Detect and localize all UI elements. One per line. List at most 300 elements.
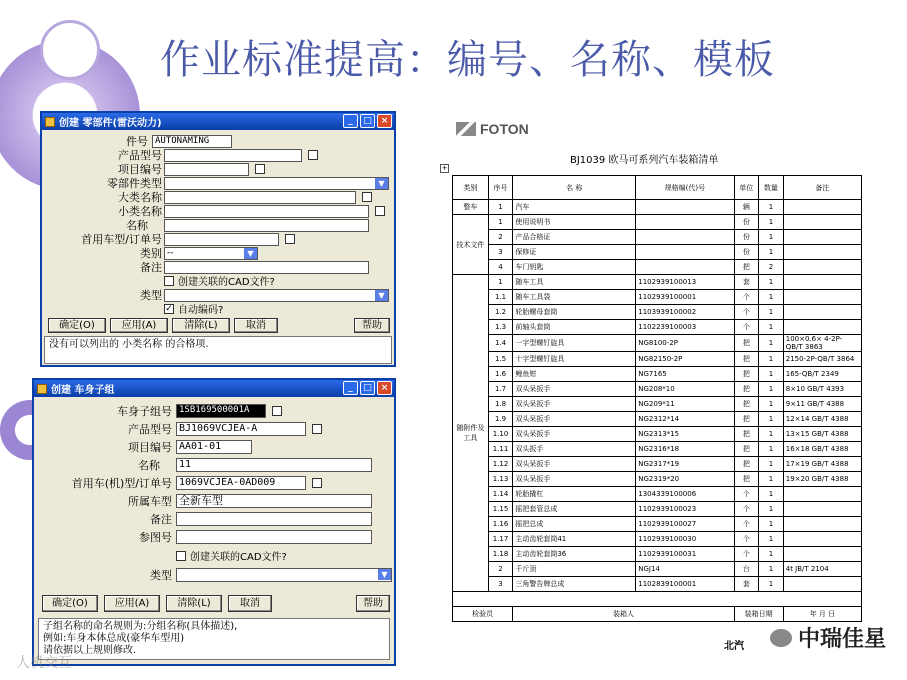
table-row xyxy=(453,487,862,502)
table-cell xyxy=(636,215,734,230)
table-row xyxy=(453,215,862,230)
table-cell: 把 xyxy=(734,457,759,472)
minimize-icon[interactable]: _ xyxy=(343,381,358,395)
footer-brand: 北汽 xyxy=(724,641,744,652)
window-create-body-subgroup xyxy=(32,378,396,666)
table-cell: 1102839100001 xyxy=(636,577,734,592)
table-cell: 3 xyxy=(488,245,513,260)
product-model-checkbox[interactable] xyxy=(312,424,322,434)
vehicle-model-input[interactable]: 全新车型 xyxy=(176,494,372,508)
subgroup-number-input[interactable]: 1SB169500001A xyxy=(176,404,266,418)
table-cell: 1.18 xyxy=(488,547,513,562)
table-cell: 摇把套管总成 xyxy=(513,502,636,517)
name-input[interactable] xyxy=(164,219,369,232)
table-cell: 一字型螺钉旋具 xyxy=(513,335,636,352)
table-cell: 个 xyxy=(734,487,759,502)
table-cell: 1304339100006 xyxy=(636,487,734,502)
table-cell: 把 xyxy=(734,352,759,367)
table-cell xyxy=(636,260,734,275)
table-cell xyxy=(783,487,861,502)
table-cell: 把 xyxy=(734,397,759,412)
table-cell: 8×10 GB/T 4393 xyxy=(783,382,861,397)
table-row xyxy=(453,335,862,352)
table-cell: 1.14 xyxy=(488,487,513,502)
table-cell: 个 xyxy=(734,320,759,335)
table-cell: NG8100-2P xyxy=(636,335,734,352)
subcategory-name-input[interactable] xyxy=(164,205,369,218)
table-cell: 车门钥匙 xyxy=(513,260,636,275)
project-number-input[interactable] xyxy=(164,163,249,176)
table-cell: 1 xyxy=(488,275,513,290)
table-cell: 2 xyxy=(488,230,513,245)
table-cell: 1 xyxy=(759,442,784,457)
product-model-checkbox[interactable] xyxy=(308,150,318,160)
window-title: 创建 车身子组 xyxy=(51,385,115,396)
table-row xyxy=(453,412,862,427)
field-label: 首用车型/订单号 xyxy=(81,233,162,246)
table-cell: 1 xyxy=(759,367,784,382)
table-cell xyxy=(783,230,861,245)
footer-cell: 年 月 日 xyxy=(783,607,861,622)
foton-logo-text: FOTON xyxy=(480,121,529,137)
table-cell: 1 xyxy=(759,200,784,215)
table-cell: 1102939100030 xyxy=(636,532,734,547)
status-message: 没有可以列出的 小类名称 的合格项. xyxy=(44,336,392,364)
table-cell: 双头呆扳手 xyxy=(513,457,636,472)
field-label: 参图号 xyxy=(139,531,172,544)
table-row xyxy=(453,382,862,397)
table-row xyxy=(453,592,862,607)
table-row xyxy=(453,290,862,305)
table-row xyxy=(453,305,862,320)
cancel-button[interactable]: 取消 xyxy=(234,318,278,333)
table-cell: 1 xyxy=(759,562,784,577)
table-cell: 1 xyxy=(759,382,784,397)
category-name-input[interactable] xyxy=(164,191,356,204)
table-cell: 1.17 xyxy=(488,532,513,547)
table-cell: 个 xyxy=(734,532,759,547)
table-cell: 主动齿轮套筒41 xyxy=(513,532,636,547)
category-cell: 随附件及工具 xyxy=(453,275,489,592)
table-cell xyxy=(636,245,734,260)
table-cell: 1 xyxy=(759,532,784,547)
table-cell: 个 xyxy=(734,547,759,562)
table-cell: 双头扳手 xyxy=(513,442,636,457)
decorative-circle-small xyxy=(40,20,100,80)
table-cell: 12×14 GB/T 4388 xyxy=(783,412,861,427)
field-label: 大类名称 xyxy=(118,191,162,204)
first-model-input[interactable]: 1069VCJEA-0AD009 xyxy=(176,476,306,490)
table-cell: 双头呆扳手 xyxy=(513,397,636,412)
table-cell: 1 xyxy=(759,547,784,562)
table-cell: 产品合格证 xyxy=(513,230,636,245)
table-cell: 1 xyxy=(759,230,784,245)
ok-button[interactable]: 确定(O) xyxy=(48,318,106,333)
table-cell: 9×11 GB/T 4388 xyxy=(783,397,861,412)
document-title: BJ1039 欧马可系列汽车装箱清单 xyxy=(570,155,719,166)
table-cell: 4 xyxy=(488,260,513,275)
table-cell: 13×15 GB/T 4388 xyxy=(783,427,861,442)
window-titlebar xyxy=(42,113,394,130)
table-row xyxy=(453,457,862,472)
window-titlebar xyxy=(34,380,394,397)
foton-logo-icon xyxy=(456,122,476,136)
table-row xyxy=(453,367,862,382)
app-icon xyxy=(45,117,55,127)
table-cell: 1.3 xyxy=(488,320,513,335)
close-icon[interactable]: × xyxy=(377,381,392,395)
table-cell xyxy=(636,230,734,245)
chevron-down-icon: ▼ xyxy=(378,569,391,580)
category-select-value: -- xyxy=(167,247,174,258)
field-label: 备注 xyxy=(140,261,162,274)
table-cell: 1 xyxy=(759,487,784,502)
category-select[interactable] xyxy=(164,247,258,260)
table-cell: 1 xyxy=(759,352,784,367)
table-cell: NG208*10 xyxy=(636,382,734,397)
table-header-cell: 数量 xyxy=(759,176,784,200)
table-cell: 把 xyxy=(734,442,759,457)
field-label: 小类名称 xyxy=(118,205,162,218)
table-cell: 100×0.6× 4-2P-QB/T 3863 xyxy=(783,335,861,352)
table-cell: NGJ14 xyxy=(636,562,734,577)
field-label: 产品型号 xyxy=(118,149,162,162)
chevron-down-icon: ▼ xyxy=(244,248,257,259)
name-input[interactable]: 11 xyxy=(176,458,372,472)
table-cell: 双头呆扳手 xyxy=(513,382,636,397)
field-label: 件号 xyxy=(126,135,148,148)
table-cell: 1 xyxy=(759,517,784,532)
message-line: 子组名称的命名规则为:分组名称(具体描述), xyxy=(43,621,238,632)
table-cell: 1.9 xyxy=(488,412,513,427)
table-cell: 1.16 xyxy=(488,517,513,532)
table-cell: NG2319*20 xyxy=(636,472,734,487)
table-cell: 1.2 xyxy=(488,305,513,320)
table-cell xyxy=(783,260,861,275)
table-cell: 1 xyxy=(759,502,784,517)
table-cell: 1 xyxy=(759,427,784,442)
cancel-button[interactable]: 取消 xyxy=(228,595,272,612)
part-number-input[interactable]: AUTONAMING xyxy=(152,135,232,148)
type-select[interactable] xyxy=(176,568,392,582)
type-select[interactable] xyxy=(164,289,389,302)
table-cell: 保修证 xyxy=(513,245,636,260)
table-row xyxy=(453,260,862,275)
table-header-cell: 规格编(代)号 xyxy=(636,176,734,200)
table-cell: 轮胎螺母套筒 xyxy=(513,305,636,320)
table-cell: 套 xyxy=(734,577,759,592)
table-cell: NG2313*15 xyxy=(636,427,734,442)
table-cell: 1.8 xyxy=(488,397,513,412)
table-cell: 把 xyxy=(734,472,759,487)
apply-button[interactable]: 应用(A) xyxy=(110,318,168,333)
table-cell: 1 xyxy=(759,245,784,260)
table-row xyxy=(453,200,862,215)
minimize-icon[interactable]: _ xyxy=(343,114,358,128)
table-footer-row xyxy=(453,607,862,622)
field-label: 产品型号 xyxy=(128,423,172,436)
field-label: 备注 xyxy=(150,513,172,526)
footer-cell: 装箱日期 xyxy=(734,607,783,622)
table-cell: 1.15 xyxy=(488,502,513,517)
first-model-checkbox[interactable] xyxy=(312,478,322,488)
table-cell xyxy=(783,320,861,335)
table-row xyxy=(453,352,862,367)
window-title: 创建 零部件(雷沃动力) xyxy=(59,118,162,129)
table-cell xyxy=(783,200,861,215)
field-label: 项目编号 xyxy=(128,441,172,454)
remarks-input[interactable] xyxy=(176,512,372,526)
field-label: 首用车(机)型/订单号 xyxy=(71,477,172,490)
table-cell: 1 xyxy=(759,397,784,412)
wechat-icon xyxy=(770,629,792,647)
table-cell: 165-QB/T 2349 xyxy=(783,367,861,382)
table-cell: 把 xyxy=(734,427,759,442)
table-cell: 1 xyxy=(759,457,784,472)
table-cell: 1 xyxy=(759,215,784,230)
table-cell xyxy=(783,305,861,320)
table-cell: 1 xyxy=(759,335,784,352)
ok-button[interactable]: 确定(O) xyxy=(42,595,98,612)
help-button[interactable]: 帮助 xyxy=(354,318,390,333)
slide-title: 作业标准提高：编号、名称、模板 xyxy=(160,37,775,83)
table-cell xyxy=(453,592,862,607)
table-cell: 随车工具 xyxy=(513,275,636,290)
table-cell: 1.6 xyxy=(488,367,513,382)
field-label: 类型 xyxy=(150,569,172,582)
table-row xyxy=(453,230,862,245)
table-cell: 台 xyxy=(734,562,759,577)
table-cell: 1 xyxy=(759,305,784,320)
table-cell: NG2312*14 xyxy=(636,412,734,427)
table-cell: 份 xyxy=(734,245,759,260)
table-cell: 1.12 xyxy=(488,457,513,472)
table-row xyxy=(453,245,862,260)
table-cell: 使用说明书 xyxy=(513,215,636,230)
table-cell xyxy=(783,245,861,260)
auto-code-label: 自动编码? xyxy=(178,305,224,316)
table-row xyxy=(453,577,862,592)
table-cell: 1102939100001 xyxy=(636,290,734,305)
table-cell: 1.11 xyxy=(488,442,513,457)
table-cell: 前轴头套筒 xyxy=(513,320,636,335)
status-message xyxy=(38,618,390,660)
table-cell: 1102939100013 xyxy=(636,275,734,290)
table-cell: NG2316*18 xyxy=(636,442,734,457)
table-cell: 千斤顶 xyxy=(513,562,636,577)
table-cell: 2 xyxy=(488,562,513,577)
table-header-cell: 备注 xyxy=(783,176,861,200)
cad-file-label: 创建关联的CAD文件? xyxy=(178,277,275,288)
footer-cell: 装箱人 xyxy=(513,607,734,622)
project-number-input[interactable]: AA01-01 xyxy=(176,440,252,454)
table-cell: 把 xyxy=(734,382,759,397)
table-cell: 1103939100002 xyxy=(636,305,734,320)
table-row xyxy=(453,532,862,547)
table-cell: 鲤鱼钳 xyxy=(513,367,636,382)
reference-drawing-input[interactable] xyxy=(176,530,372,544)
watermark-left: 人机交互 xyxy=(16,655,72,671)
auto-code-checkbox[interactable]: ✓ xyxy=(165,303,173,314)
table-cell: 把 xyxy=(734,260,759,275)
table-cell: 1102939100027 xyxy=(636,517,734,532)
table-cell: 1 xyxy=(759,290,784,305)
table-cell xyxy=(783,532,861,547)
close-icon[interactable]: × xyxy=(377,114,392,128)
table-cell: 17×19 GB/T 4388 xyxy=(783,457,861,472)
table-cell: 1102939100031 xyxy=(636,547,734,562)
table-cell xyxy=(783,517,861,532)
foton-logo xyxy=(456,121,529,137)
table-row xyxy=(453,517,862,532)
footer-cell: 检验员 xyxy=(453,607,513,622)
table-cell: 辆 xyxy=(734,200,759,215)
category-name-checkbox[interactable] xyxy=(362,192,372,202)
table-cell: 1102939100023 xyxy=(636,502,734,517)
clear-button[interactable]: 清除(L) xyxy=(172,318,230,333)
table-cell: 轮胎撬杠 xyxy=(513,487,636,502)
help-button[interactable]: 帮助 xyxy=(356,595,390,612)
table-cell xyxy=(636,200,734,215)
table-cell: 4t JB/T 2104 xyxy=(783,562,861,577)
table-cell xyxy=(783,290,861,305)
field-label: 名称 xyxy=(138,459,160,472)
product-model-input[interactable]: BJ1069VCJEA-A xyxy=(176,422,306,436)
table-header-cell: 类别 xyxy=(453,176,489,200)
table-row xyxy=(453,397,862,412)
maximize-icon[interactable]: □ xyxy=(360,114,375,128)
table-cell: 2150-2P-QB/T 3864 xyxy=(783,352,861,367)
table-header-cell: 单位 xyxy=(734,176,759,200)
chevron-down-icon: ▼ xyxy=(375,178,388,189)
category-cell: 技术文件 xyxy=(453,215,489,275)
packing-list-table xyxy=(452,175,862,622)
table-cell: 主动齿轮套筒36 xyxy=(513,547,636,562)
table-cell: 19×20 GB/T 4388 xyxy=(783,472,861,487)
subgroup-number-checkbox[interactable] xyxy=(272,406,282,416)
table-cell: 份 xyxy=(734,215,759,230)
table-cell: NG82150-2P xyxy=(636,352,734,367)
table-cell: 16×18 GB/T 4388 xyxy=(783,442,861,457)
subcategory-name-checkbox[interactable] xyxy=(375,206,385,216)
table-cell: 1.10 xyxy=(488,427,513,442)
table-cell: 1.5 xyxy=(488,352,513,367)
table-cell: 1 xyxy=(488,215,513,230)
table-cell: 个 xyxy=(734,517,759,532)
table-row xyxy=(453,320,862,335)
table-cell: 1 xyxy=(759,412,784,427)
table-row xyxy=(453,442,862,457)
table-cell xyxy=(783,502,861,517)
table-cell xyxy=(783,547,861,562)
table-cell: NG2317*19 xyxy=(636,457,734,472)
field-label: 类别 xyxy=(140,247,162,260)
table-cell: 1102239100003 xyxy=(636,320,734,335)
table-cell: 把 xyxy=(734,412,759,427)
table-row xyxy=(453,427,862,442)
table-cell: 把 xyxy=(734,367,759,382)
table-cell: 份 xyxy=(734,230,759,245)
table-cell: 3 xyxy=(488,577,513,592)
table-cell: 双头呆扳手 xyxy=(513,472,636,487)
message-line: 例如:车身本体总成(豪华车型用) xyxy=(43,633,185,644)
table-cell: NG7165 xyxy=(636,367,734,382)
cad-file-checkbox[interactable] xyxy=(176,551,186,561)
app-icon xyxy=(37,384,47,394)
table-cell: 2 xyxy=(759,260,784,275)
table-cell: 个 xyxy=(734,305,759,320)
field-label: 零部件类型 xyxy=(107,177,162,190)
table-cell: 1 xyxy=(759,472,784,487)
table-cell: 随车工具袋 xyxy=(513,290,636,305)
product-model-input[interactable] xyxy=(164,149,302,162)
field-label: 名称 xyxy=(126,219,148,232)
table-cell: 汽车 xyxy=(513,200,636,215)
table-cell xyxy=(783,275,861,290)
table-cell: 1.13 xyxy=(488,472,513,487)
first-model-input[interactable] xyxy=(164,233,279,246)
watermark-right xyxy=(770,622,886,653)
table-cell: 1.1 xyxy=(488,290,513,305)
maximize-icon[interactable]: □ xyxy=(360,381,375,395)
cad-file-checkbox[interactable] xyxy=(164,276,174,286)
message-line: 请依据以上规则修改. xyxy=(43,645,137,656)
table-cell: 摇把总成 xyxy=(513,517,636,532)
table-cell: 十字型螺钉旋具 xyxy=(513,352,636,367)
table-row xyxy=(453,547,862,562)
apply-button[interactable]: 应用(A) xyxy=(104,595,160,612)
table-cell xyxy=(783,577,861,592)
cad-file-label: 创建关联的CAD文件? xyxy=(190,552,287,563)
table-cell: 1 xyxy=(759,577,784,592)
table-row xyxy=(453,502,862,517)
table-header-cell: 序号 xyxy=(488,176,513,200)
table-cell: 1 xyxy=(759,275,784,290)
table-cell: 双头呆扳手 xyxy=(513,412,636,427)
chevron-down-icon: ▼ xyxy=(375,290,388,301)
table-row xyxy=(453,472,862,487)
table-cell: 个 xyxy=(734,502,759,517)
watermark-right-text: 中瑞佳星 xyxy=(798,627,887,652)
table-cell: 套 xyxy=(734,275,759,290)
table-cell: 1 xyxy=(759,320,784,335)
category-cell: 整车 xyxy=(453,200,489,215)
field-label: 项目编号 xyxy=(118,163,162,176)
table-cell: NG209*11 xyxy=(636,397,734,412)
part-type-select[interactable] xyxy=(164,177,389,190)
table-cell: 1 xyxy=(488,200,513,215)
table-cell: 1.4 xyxy=(488,335,513,352)
clear-button[interactable]: 清除(L) xyxy=(166,595,222,612)
field-label: 车身子组号 xyxy=(117,405,172,418)
remarks-input[interactable] xyxy=(164,261,369,274)
table-cell: 双头呆扳手 xyxy=(513,427,636,442)
field-label: 类型 xyxy=(140,289,162,302)
table-anchor-icon: + xyxy=(441,164,448,172)
table-cell: 把 xyxy=(734,335,759,352)
table-cell: 个 xyxy=(734,290,759,305)
table-cell xyxy=(783,215,861,230)
project-number-checkbox[interactable] xyxy=(255,164,265,174)
first-model-checkbox[interactable] xyxy=(285,234,295,244)
table-row xyxy=(453,562,862,577)
table-cell: 1.7 xyxy=(488,382,513,397)
window-create-part xyxy=(40,111,396,367)
table-header-cell: 名 称 xyxy=(513,176,636,200)
table-row xyxy=(453,275,862,290)
field-label: 所属车型 xyxy=(128,495,172,508)
table-cell: 三角警告牌总成 xyxy=(513,577,636,592)
